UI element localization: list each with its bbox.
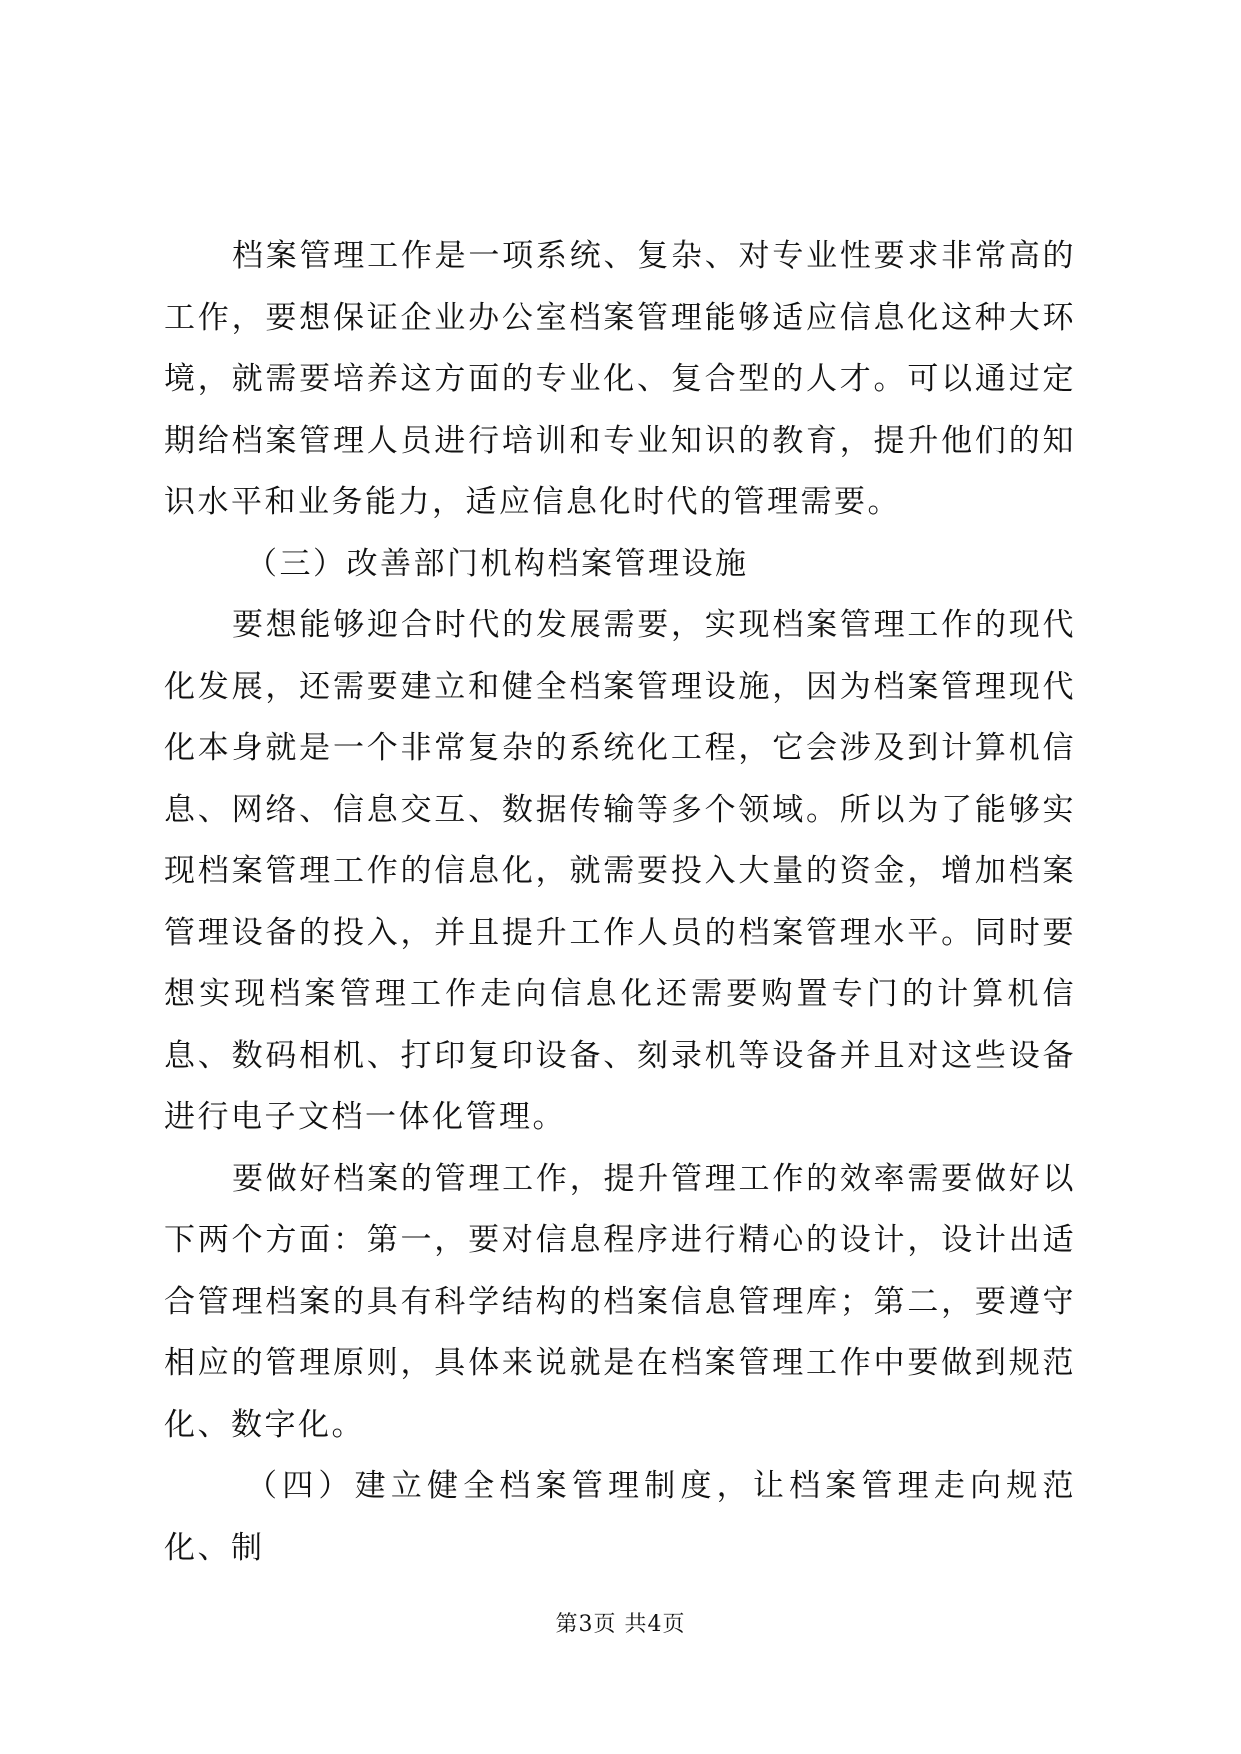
page-number-footer: 第3页 共4页 bbox=[555, 1612, 686, 1637]
document-body bbox=[164, 226, 1076, 1579]
section-heading-system: （四）建立健全档案管理制度，让档案管理走向规范化、制 bbox=[164, 1468, 1076, 1566]
paragraph-efficiency: 要做好档案的管理工作，提升管理工作的效率需要做好以下两个方面：第一，要对信息程序进行精心的设计，设计出适合管理档案的具有科学结构的档案信息管理库；第二，要遵守相应的管理原则，具体来说就是在档案管理工作中要做到规范化、数字化。 bbox=[164, 1160, 1076, 1443]
section-heading-facilities: （三）改善部门机构档案管理设施 bbox=[246, 545, 749, 582]
paragraph-facilities: 要想能够迎合时代的发展需要，实现档案管理工作的现代化发展，还需要建立和健全档案管理设施，因为档案管理现代化本身就是一个非常复杂的系统化工程，它会涉及到计算机信息、网络、信息交互、数据传输等多个领域。所以为了能够实现档案管理工作的信息化，就需要投入大量的资金，增加档案管理设备的投入，并且提升工作人员的档案管理水平。同时要想实现档案管理工作走向信息化还需要购置专门的计算机信息、数码相机、打印复印设备、刻录机等设备并且对这些设备进行电子文档一体化管理。 bbox=[164, 607, 1076, 1135]
paragraph-talent-training: 档案管理工作是一项系统、复杂、对专业性要求非常高的工作，要想保证企业办公室档案管理能够适应信息化这种大环境，就需要培养这方面的专业化、复合型的人才。可以通过定期给档案管理人员进行培训和专业知识的教育，提升他们的知识水平和业务能力，适应信息化时代的管理需要。 bbox=[164, 238, 1076, 520]
